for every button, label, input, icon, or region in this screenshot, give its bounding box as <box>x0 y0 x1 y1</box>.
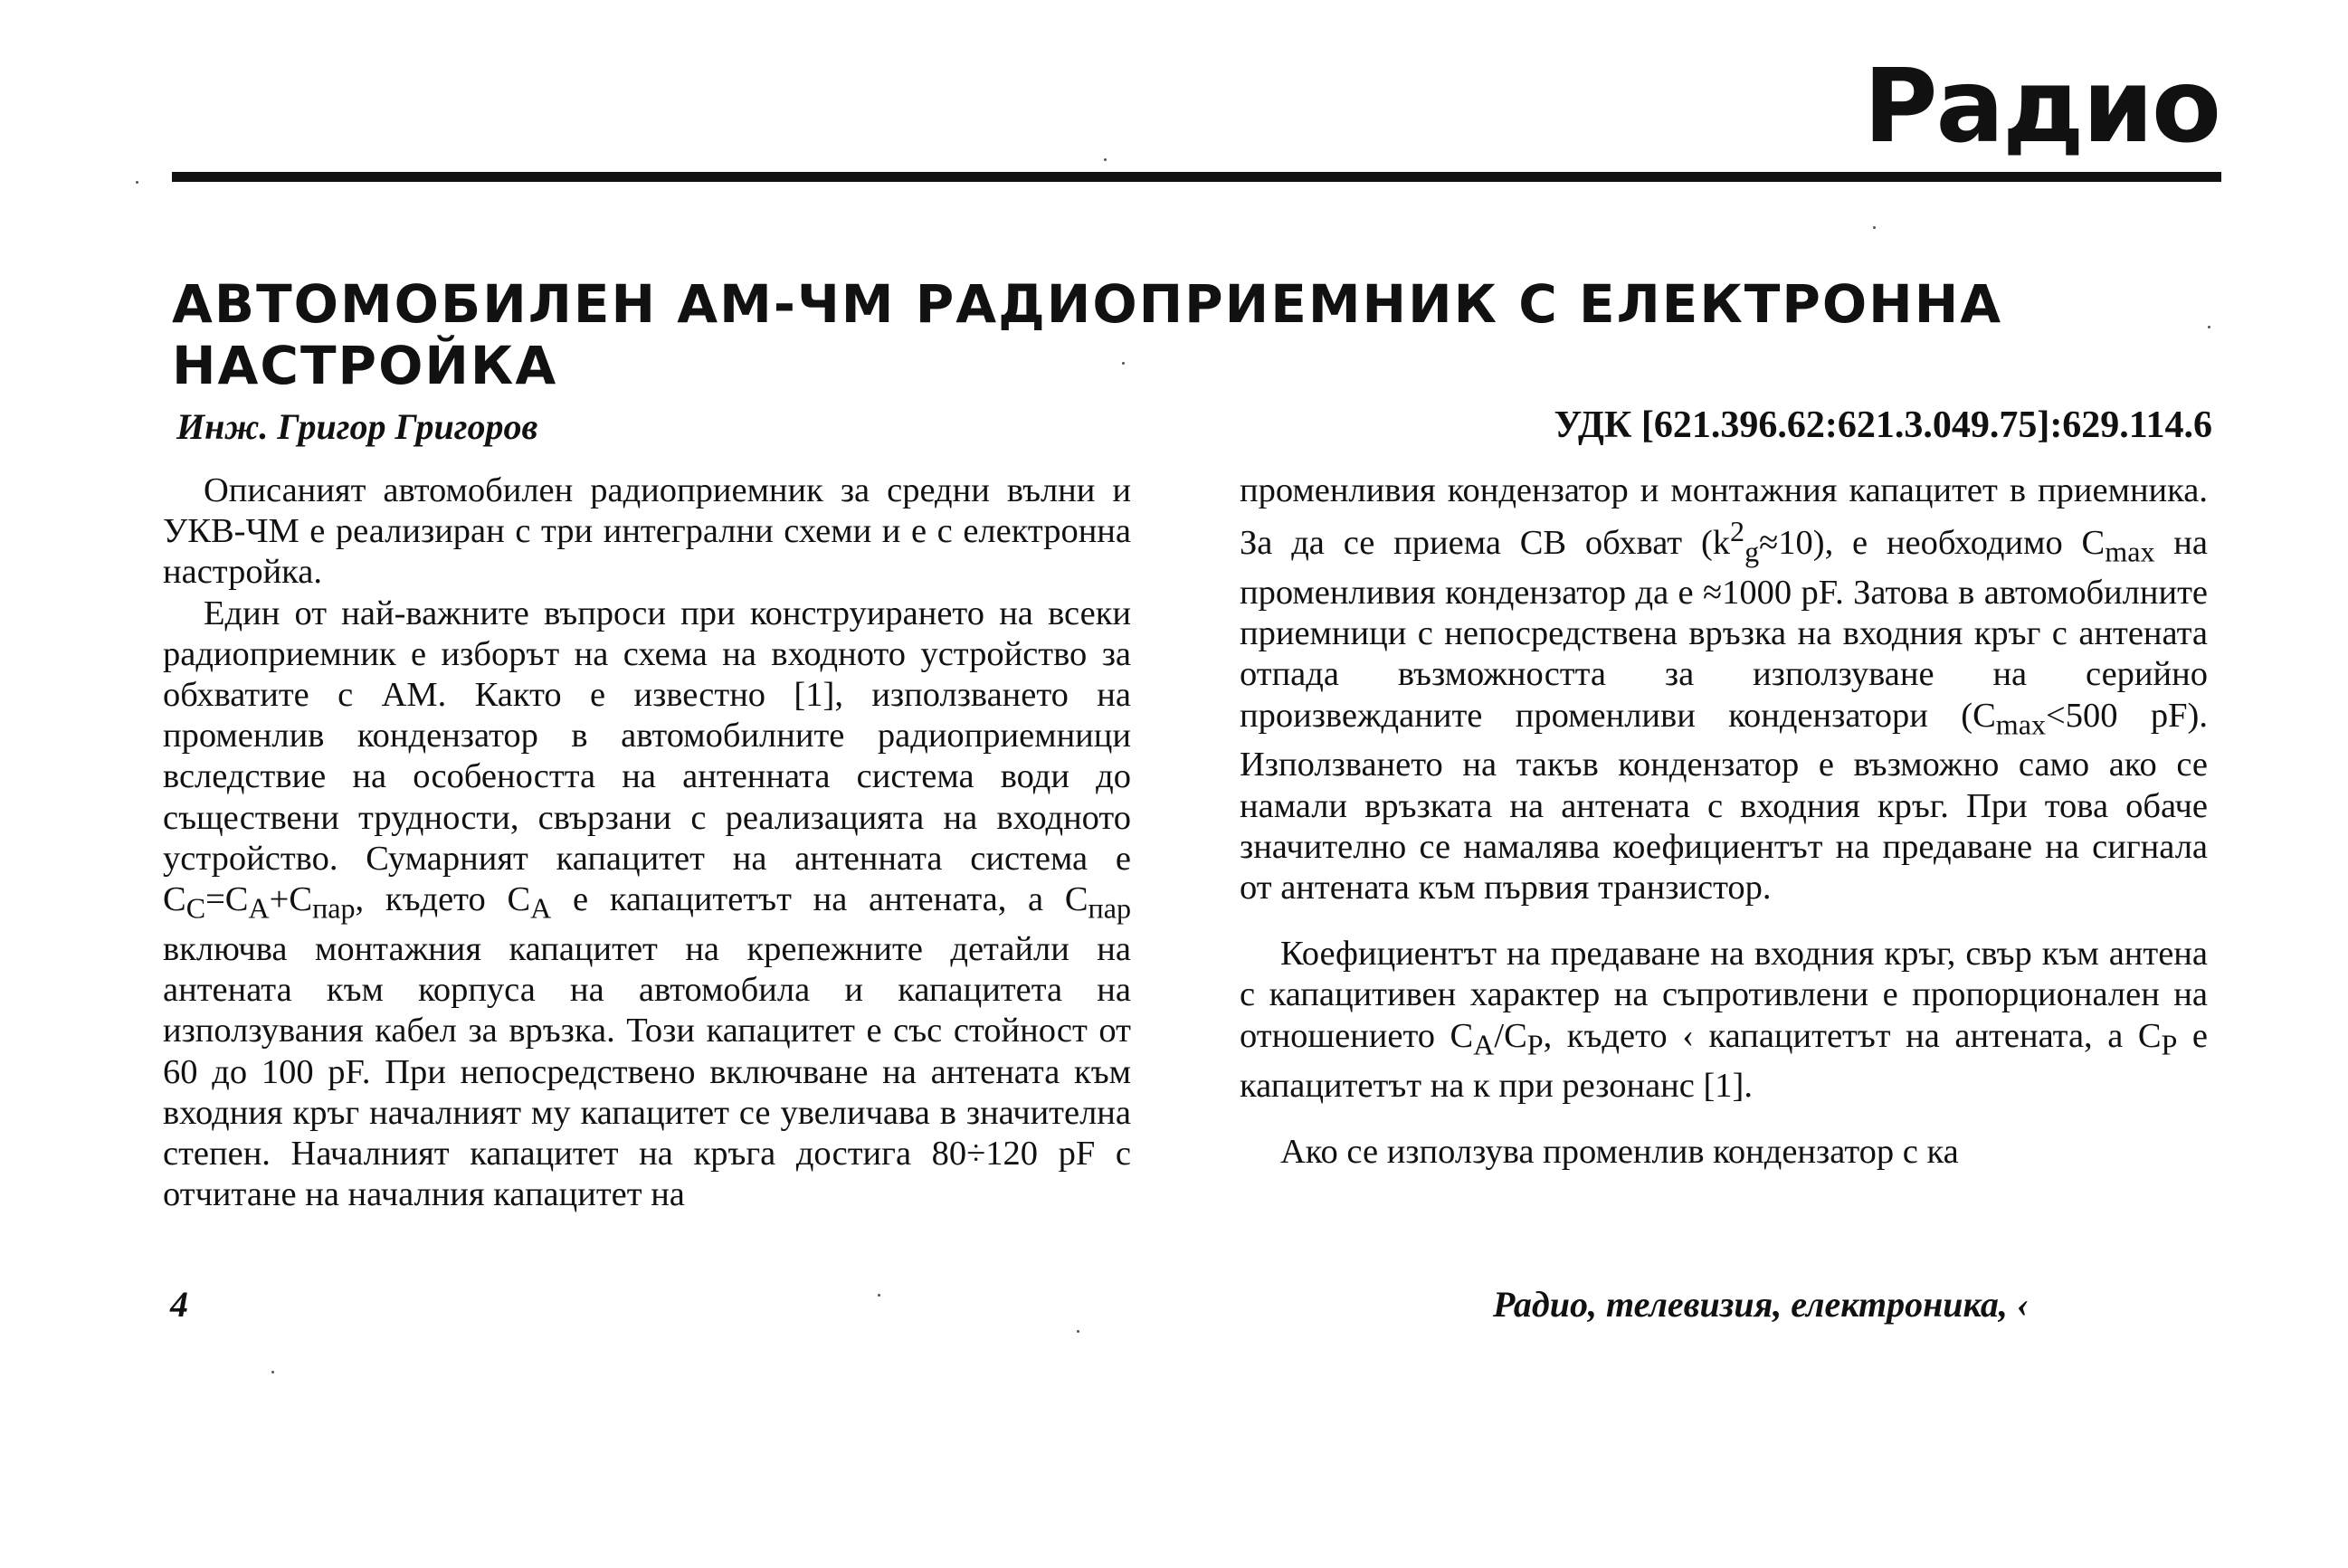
subscript: max <box>2105 535 2155 568</box>
subscript: пар <box>312 891 356 925</box>
text-run: /C <box>1494 1016 1527 1055</box>
page-number: 4 <box>170 1284 188 1325</box>
scan-speck <box>1104 158 1107 161</box>
right-column <box>1240 470 2208 1173</box>
subscript: A <box>248 891 270 925</box>
superscript: 2 <box>1730 515 1745 548</box>
scan-speck <box>1122 362 1125 365</box>
text-run: е капацитетът на к при резонанс [1]. <box>1240 1016 2208 1105</box>
udk-code: УДК [621.396.62:621.3.049.75]:629.114.6 <box>1554 404 2212 446</box>
subscript: P <box>2161 1028 2178 1061</box>
text-run: включва монтажния капацитет на крепежните детайли на антената към корпуса на автомобила и капацитета на използувания кабел за връзка. Този капацитет е със стойност от 60 до 100 pF. При непосредствено включване на антената към входния кръг началният му капацитет се увеличава в значителна степен. Началният капацитет на кръга достига 80÷120 pF с отчитане на началния капацитет на <box>163 929 1131 1214</box>
subscript: C <box>185 891 206 925</box>
scan-speck <box>1077 1330 1079 1333</box>
subscript: A <box>530 891 552 925</box>
text-run: =C <box>205 880 249 919</box>
paragraph: Ако се използува променлив кондензатор с ка <box>1280 1132 1959 1171</box>
text-run: Коефициентът на предаване на входния кръг, свър към антена с капацитивен характер на съпротивлени е пропорционален на отношението C <box>1240 935 2208 1055</box>
text-run: <500 pF). Използването на такъв кондензатор е възможно само ако се намали връзката на антената с входния кръг. При това обаче значително се намалява коефициентът на предаване на сигнала от антената към първия транзистор. <box>1240 696 2208 908</box>
text-run: ≈10), е необходимо C <box>1759 524 2106 563</box>
text-run: е капацитетът на антената, а C <box>551 880 1088 919</box>
text-run: , където C <box>355 880 531 919</box>
paragraph <box>163 594 1131 1216</box>
scan-speck <box>136 181 138 184</box>
article-author: Инж. Григор Григоров <box>176 406 538 447</box>
article-title: АВТОМОБИЛЕН АМ-ЧМ РАДИОПРИЕМНИК С ЕЛЕКТРОННА НАСТРОЙКА <box>172 273 2003 396</box>
text-run: , където ‹ капацитетът на антената, а C <box>1543 1016 2162 1055</box>
paragraph <box>1240 934 2208 1107</box>
scan-speck <box>1873 226 1876 229</box>
subscript: P <box>1526 1028 1544 1061</box>
journal-name: Радио, телевизия, електроника, ‹ <box>1493 1284 2030 1325</box>
text-run: Един от най-важните въпроси при конструирането на всеки радиоприемник е изборът на схема на входното устройство за обхватите с АМ. Както е известно [1], използването на променлив кондензатор в автомобилните радиоприемници вследствие на особеността на антенната система води до съществени трудности, свързани с реализацията на входното устройство. Сумарният капацитет на антенната система е C <box>163 594 1131 919</box>
paragraph: Описаният автомобилен радиоприемник за средни вълни и УКВ-ЧМ е реализиран с три интегрални схеми и е с електронна настройка. <box>163 471 1131 592</box>
text-run: променливия кондензатор и монтажния капацитет в приемника. За да се приема СВ обхват (k <box>1240 471 2208 563</box>
scan-speck <box>878 1294 880 1297</box>
paragraph <box>1240 470 2208 908</box>
text-run: на променливия кондензатор да е ≈1000 pF. Затова в автомобилните приемници с непосредствена връзка на входния кръг с антената отпада възможността за използуване на серийно произвежданите променливи кондензатори (C <box>1240 524 2209 735</box>
scan-speck <box>271 1371 274 1373</box>
header-rule <box>172 172 2221 182</box>
subscript: g <box>1744 535 1760 568</box>
subscript: пар <box>1088 891 1131 925</box>
magazine-logo: Радио <box>1863 48 2220 166</box>
left-column <box>163 470 1131 1215</box>
subscript: max <box>1995 708 2046 741</box>
subscript: A <box>1473 1028 1495 1061</box>
scan-speck <box>2208 326 2210 328</box>
text-run: +C <box>269 880 313 919</box>
